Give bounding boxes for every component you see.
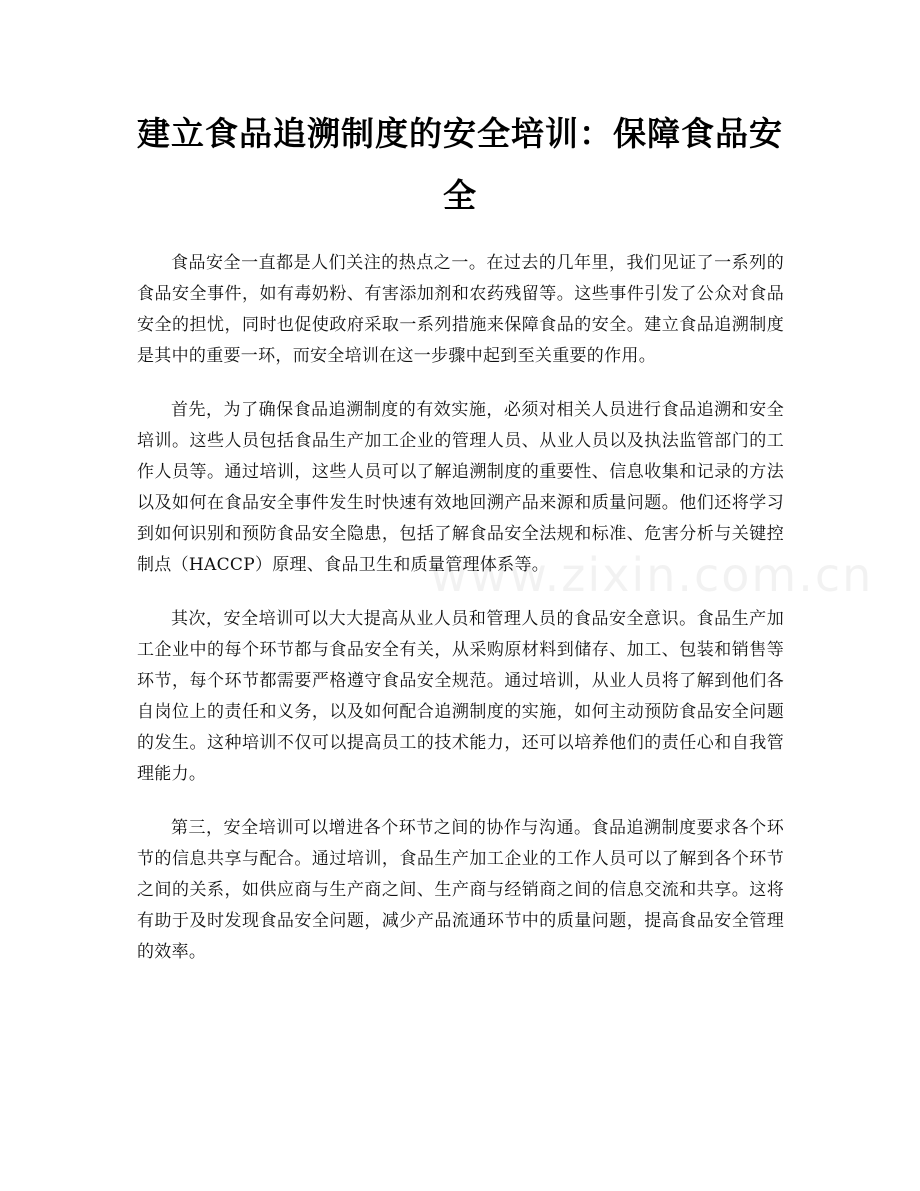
document-title: 建立食品追溯制度的安全培训：保障食品安全: [137, 114, 783, 215]
document-body: [137, 248, 784, 991]
paragraph-3: 其次，安全培训可以大大提高从业人员和管理人员的食品安全意识。食品生产加工企业中的每个环节都与食品安全有关，从采购原材料到储存、加工、包装和销售等环节，每个环节都需要严格遵守食品安全规范。通过培训，从业人员将了解到他们各自岗位上的责任和义务，以及如何配合追溯制度的实施，如何主动预防食品安全问题的发生。这种培训不仅可以提高员工的技术能力，还可以培养他们的责任心和自我管理能力。: [137, 609, 784, 784]
watermark-text: www.zixin.com.cn: [430, 548, 874, 602]
paragraph-4: 第三，安全培训可以增进各个环节之间的协作与沟通。食品追溯制度要求各个环节的信息共享与配合。通过培训，食品生产加工企业的工作人员可以了解到各个环节之间的关系，如供应商与生产商之间、生产商与经销商之间的信息交流和共享。这将有助于及时发现食品安全问题，减少产品流通环节中的质量问题，提高食品安全管理的效率。: [137, 818, 784, 962]
paragraph-1: 食品安全一直都是人们关注的热点之一。在过去的几年里，我们见证了一系列的食品安全事件，如有毒奶粉、有害添加剂和农药残留等。这些事件引发了公众对食品安全的担忧，同时也促使政府采取一系列措施来保障食品的安全。建立食品追溯制度是其中的重要一环，而安全培训在这一步骤中起到至关重要的作用。: [137, 253, 784, 366]
paragraph-2: 首先，为了确保食品追溯制度的有效实施，必须对相关人员进行食品追溯和安全培训。这些人员包括食品生产加工企业的管理人员、从业人员以及执法监管部门的工作人员等。通过培训，这些人员可以了解追溯制度的重要性、信息收集和记录的方法以及如何在食品安全事件发生时快速有效地回溯产品来源和质量问题。他们还将学习到如何识别和预防食品安全隐患，包括了解食品安全法规和标准、危害分析与关键控制点（HACCP）原理、食品卫生和质量管理体系等。: [137, 400, 784, 575]
